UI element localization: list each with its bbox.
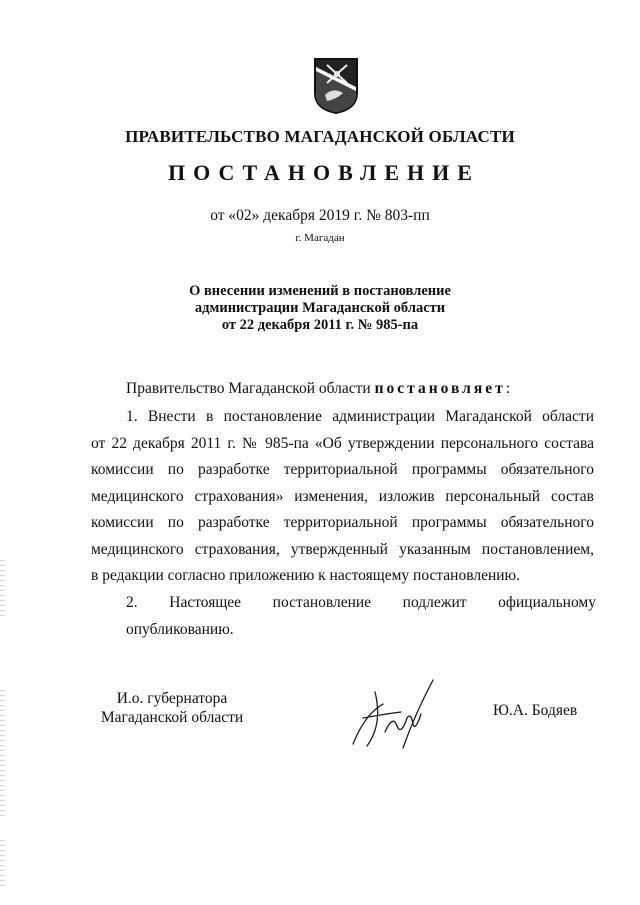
subject-line: О внесении изменений в постановление (189, 283, 451, 299)
scan-edge-artifact (0, 560, 5, 620)
subject-line: от 22 декабря 2011 г. № 985-па (221, 317, 419, 333)
signatory-title-line: И.о. губернатора (116, 690, 228, 707)
paragraph-1 (91, 404, 594, 590)
decree-intro (126, 380, 596, 398)
paragraph-line: комиссии по разработке территориальной программы обязательного (91, 514, 594, 531)
handwritten-signature (345, 674, 445, 754)
subject-line: администрации Магаданской области (194, 300, 446, 316)
organization-title: ПРАВИТЕЛЬСТВО МАГАДАНСКОЙ ОБЛАСТИ (125, 127, 515, 146)
signatory-title (97, 689, 247, 727)
paragraph-line: комиссии по разработке территориальной программы обязательного (91, 461, 594, 478)
paragraph-2 (126, 590, 596, 643)
paragraph-line: от 22 декабря 2011 г. № 985-па «Об утверждении персонального состава (91, 434, 594, 452)
scan-edge-artifact (0, 840, 5, 890)
scan-edge-artifact (0, 690, 5, 820)
document-city: г. Магадан (295, 232, 345, 244)
document-date-number: от «02» декабря 2019 г. № 803-пп (210, 207, 430, 224)
paragraph-line: медицинского страхования, утвержденный указанным постановлением, (91, 540, 594, 558)
coat-of-arms-icon (313, 57, 359, 115)
decree-word: постановляет (374, 380, 506, 397)
paragraph-line: медицинского страхования» изменения, изложив персональный состав (91, 487, 594, 505)
signatory-title-line: Магаданской области (100, 709, 244, 726)
intro-suffix: : (505, 380, 511, 397)
intro-prefix: Правительство Магаданской области (126, 380, 375, 397)
document-type-title: ПОСТАНОВЛЕНИЕ (168, 160, 480, 185)
paragraph-line: 1. Внести в постановление администрации Магаданской области (126, 408, 594, 425)
signer-name: Ю.А. Бодяев (493, 702, 578, 719)
document-subject (0, 283, 640, 334)
paragraph-line: 2. Настоящее постановление подлежит официальному опубликованию. (126, 594, 596, 638)
paragraph-line: в редакции согласно приложению к настоящему постановлению. (91, 567, 520, 584)
